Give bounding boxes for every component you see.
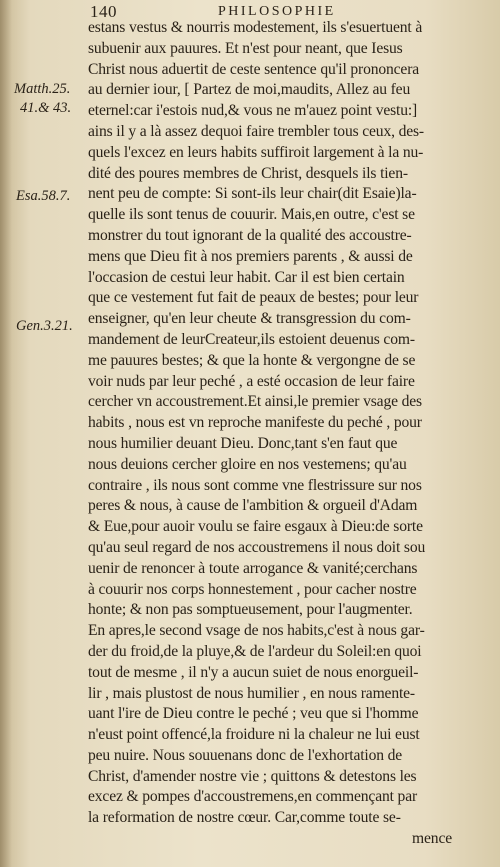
text-line: voir nuds par leur peché , a esté occasion de leur faire xyxy=(88,372,415,390)
text-line: subuenir aux pauures. Et n'est pour neant, que Iesus xyxy=(88,39,403,57)
text-line: & Eue,pour auoir voulu se faire esgaux à Dieu:de sorte xyxy=(88,518,423,536)
text-line: uant l'ire de Dieu contre le peché ; veu que si l'homme xyxy=(88,705,419,723)
text-line: enseigner, qu'en leur cheute & transgression du com- xyxy=(88,310,411,328)
text-line: Christ nous aduertit de ceste sentence qu'il prononcera xyxy=(88,60,420,78)
text-line: excez & pompes d'accoustremens,en commençant par xyxy=(88,788,418,806)
text-line: dité des poures membres de Christ, desquels ils tien- xyxy=(88,164,408,182)
text-line: tout de mesme , il n'y a aucun suiet de nous enorgueil- xyxy=(88,663,419,681)
text-line: mence xyxy=(412,830,452,848)
text-line: estans vestus & nourris modestement, ils s'esuertuent à xyxy=(88,19,423,36)
text-line: quelle ils sont tenus de couurir. Mais,en outre, c'est se xyxy=(88,206,415,224)
text-line: à couurir nos corps honnestement , pour cacher nostre xyxy=(88,580,417,598)
text-line: lir , mais plustost de nous humilier , en nous ramente- xyxy=(88,684,415,702)
text-line: uenir de renoncer à toute arrogance & vanité;cerchans xyxy=(88,559,418,577)
text-line: peres & nous, à cause de l'ambition & orgueil d'Adam xyxy=(88,497,418,515)
gutter-shadow xyxy=(0,0,12,867)
text-line: contraire , ils nous sont comme vne flestrissure sur nos xyxy=(88,476,422,494)
text-line: Christ, d'amender nostre vie ; quittons & detestons les xyxy=(88,767,417,785)
text-line: peu nuire. Nous souuenans donc de l'exhortation de xyxy=(88,746,403,764)
text-line: En apres,le second vsage de nos habits,c'est à nous gar- xyxy=(88,622,425,640)
text-line: nent peu de compte: Si sont-ils leur chair(dit Esaie)la- xyxy=(88,185,417,203)
margin-note-genese: Gen.3.21. xyxy=(16,318,73,334)
text-line: nous deuions cercher gloire en nos vestemens; qu'au xyxy=(88,455,407,473)
text-line: cercher vn accoustrement.Et ainsi,le premier vsage des xyxy=(88,393,422,411)
text-line: nous humilier deuant Dieu. Donc,tant s'en faut que xyxy=(88,434,398,452)
text-line: mandement de leurCreateur,ils estoient deuenus com- xyxy=(88,330,415,348)
text-line: la reformation de nostre cœur. Car,comme toute se- xyxy=(88,809,401,827)
body-text xyxy=(88,18,460,850)
text-line: monstrer du tout ignorant de la qualité des accoustre- xyxy=(88,226,412,244)
text-line: que ce vestement fut fait de peaux de bestes; pour leur xyxy=(88,289,419,307)
margin-note-matth: Matth.25. xyxy=(14,81,71,97)
page-number: 140 xyxy=(90,2,117,21)
text-line: honte; & non pas somptueusement, pour l'augmenter. xyxy=(88,601,413,619)
text-line: der du froid,de la pluye,& de l'ardeur du Soleil:en quoi xyxy=(88,642,422,660)
text-line: mens que Dieu fit à nos premiers parents , & aussi de xyxy=(88,247,413,265)
text-line: quels l'excez en leurs habits suffiroit largement à la nu- xyxy=(88,143,424,161)
text-line: n'eust point offencé,la froidure ni la chaleur ne lui eust xyxy=(88,726,420,744)
text-line: ains il y a là assez dequoi faire trembler tous ceux, des- xyxy=(88,122,424,140)
text-line: au dernier iour, [ Partez de moi,maudits, Allez au feu xyxy=(88,81,411,99)
text-line: qu'au seul regard de nos accoustremens il nous doit sou xyxy=(88,538,426,556)
text-line: me pauures bestes; & que la honte & vergongne de se xyxy=(88,351,416,369)
margin-note-esaie: Esa.58.7. xyxy=(16,188,71,204)
margin-note-matth-verses: 41.& 43. xyxy=(20,100,72,116)
text-line: eternel:car i'estois nud,& vous ne m'auez point vestu:] xyxy=(88,102,418,120)
text-line: habits , nous est vn reproche manifeste du peché , pour xyxy=(88,414,422,432)
text-line: l'occasion de cestui leur habit. Car il est bien certain xyxy=(88,268,405,286)
running-title: PHILOSOPHIE xyxy=(218,4,336,19)
